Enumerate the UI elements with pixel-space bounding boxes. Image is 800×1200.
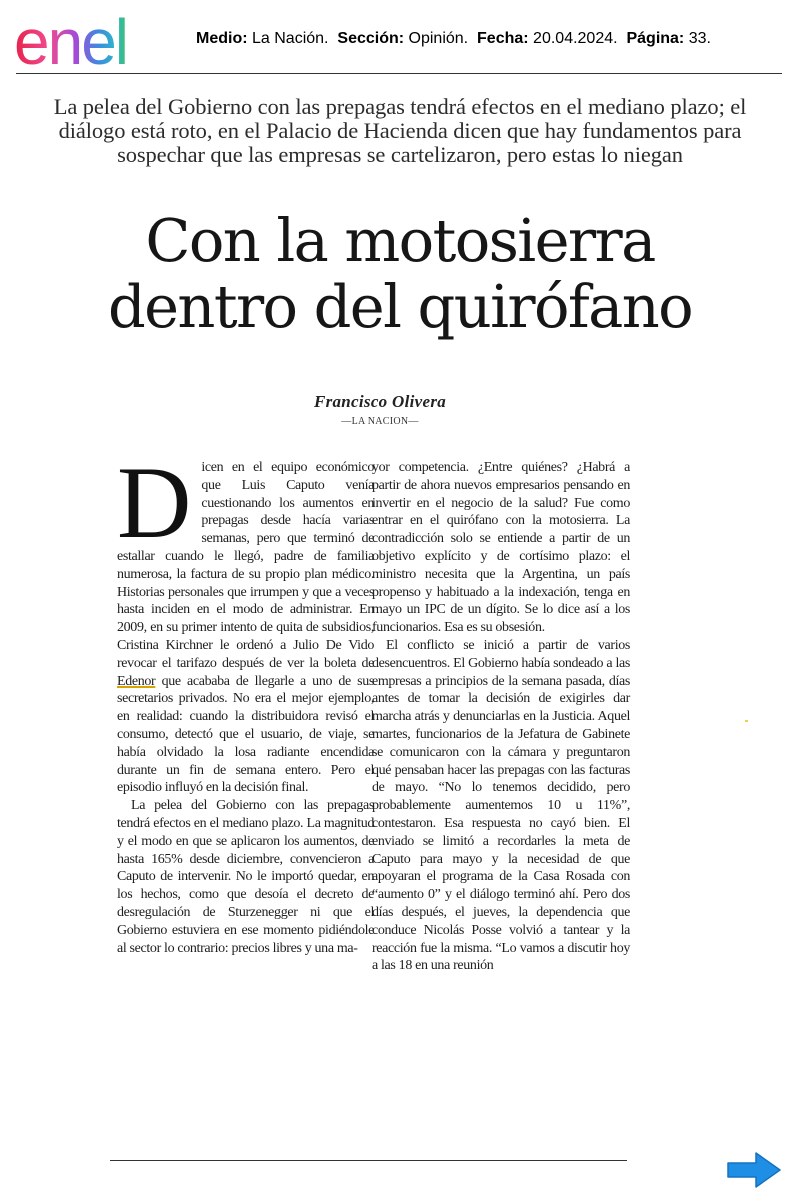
headline-line-2: dentro del quirófano <box>107 272 693 341</box>
drop-cap: D <box>117 446 192 560</box>
publication-metadata: Medio: La Nación. Sección: Opinión. Fecha: 20.04.2024. Página: 33. <box>196 30 711 47</box>
yellow-speck <box>745 720 748 722</box>
fecha-value: 20.04.2024. <box>533 30 618 47</box>
enel-logo <box>14 8 180 70</box>
article-source: —LA NACION— <box>341 416 419 427</box>
arrow-right-icon[interactable] <box>726 1150 782 1190</box>
paragraph-1: Dicen en el equipo económico que Luis Caputo venía cuestionando los aumentos en prepagas desde hacía varias semanas, pero que terminó de estallar cuando le llegó, padre de familia numerosa, la factura de su propio plan médico. Historias personales que irrumpen y que a veces hasta inciden en el modo de administrar. En 2009, en su primer intento de quita de subsidios, Cristina Kirchner le ordenó a Julio De Vido revocar el tarifazo después de ver la boleta de Edenor que acababa de llegarle a uno de sus secretarios privados. No era el mejor ejemplo, en realidad: cuando la distribuidora revisó el consumo, detectó que el usuario, de viaje, se había olvidado la losa radiante encendida durante un fin de semana entero. Pero el episodio influyó en la decisión final. <box>117 446 374 796</box>
svg-text:enel: enel <box>14 8 127 70</box>
pagina-value: 33. <box>688 30 711 47</box>
edenor-highlight: Edenor <box>117 673 156 689</box>
headline-line-1: Con la motosierra <box>145 206 655 275</box>
footer-divider <box>110 1160 627 1161</box>
article-headline <box>0 208 800 340</box>
article-kicker: La pelea del Gobierno con las prepagas tendrá efectos en el mediano plazo; el diálogo está roto, en el Palacio de Hacienda dicen que hay fundamentos para sospechar que las empresas se cartelizaron, pero estas lo niegan <box>53 94 747 167</box>
paragraph-4: El conflicto se inició a partir de varios desencuentros. El Gobierno había sondeado a las empresas a principios de la semana pasada, días antes de tomar la decisión de exigirles dar marcha atrás y denunciarlas en la Justicia. Aquel martes, funcionarios de la Jefatura de Gabinete se comunicaron con la cámara y preguntaron qué pensaban hacer las prepagas con las facturas de mayo. “No lo tenemos decidido, pero probablemente aumentemos 10 u 11%”, contestaron. Esa respuesta no cayó bien. El enviado se limitó a recordarles la meta de Caputo para mayo y la necesidad de que apoyaran el programa de la Casa Rosada con “aumento 0” y el diálogo terminó ahí. Pero dos días después, el jueves, la dependencia que conduce Nicolás Posse volvió a tantear y la reacción fue la misma. “Lo vamos a discutir hoy a las 18 en una reunión <box>372 637 630 974</box>
medio-value: La Nación. <box>252 30 329 47</box>
paragraph-3: yor competencia. ¿Entre quiénes? ¿Habrá a partir de ahora nuevos empresarios pensando en invertir en el negocio de la salud? Fue como entrar en el quirófano con la motosierra. La contradicción solo se entiende a partir de un objetivo explícito y de cortísimo plazo: el ministro necesita que la Argentina, un país propenso y habituado a la indexación, tenga en mayo un IPC de un dígito. Se lo dice así a los funcionarios. Esa es su obsesión. <box>372 460 630 636</box>
article-column-right <box>372 459 630 975</box>
seccion-value: Opinión. <box>408 30 469 47</box>
article-author: Francisco Olivera <box>313 392 447 411</box>
paragraph-2: La pelea del Gobierno con las prepagas tendrá efectos en el mediano plazo. La magnitud y el modo en que se aplicaron los aumentos, de hasta 165% desde diciembre, convencieron a Caputo de intervenir. No le importó quedar, en los hechos, como que desoía el decreto de desregulación de Sturzenegger ni que el Gobierno estuviera en ese momento pidiéndole al sector lo contrario: precios libres y una ma- <box>117 798 374 956</box>
article-column-left <box>117 446 374 957</box>
header-divider <box>16 73 782 74</box>
